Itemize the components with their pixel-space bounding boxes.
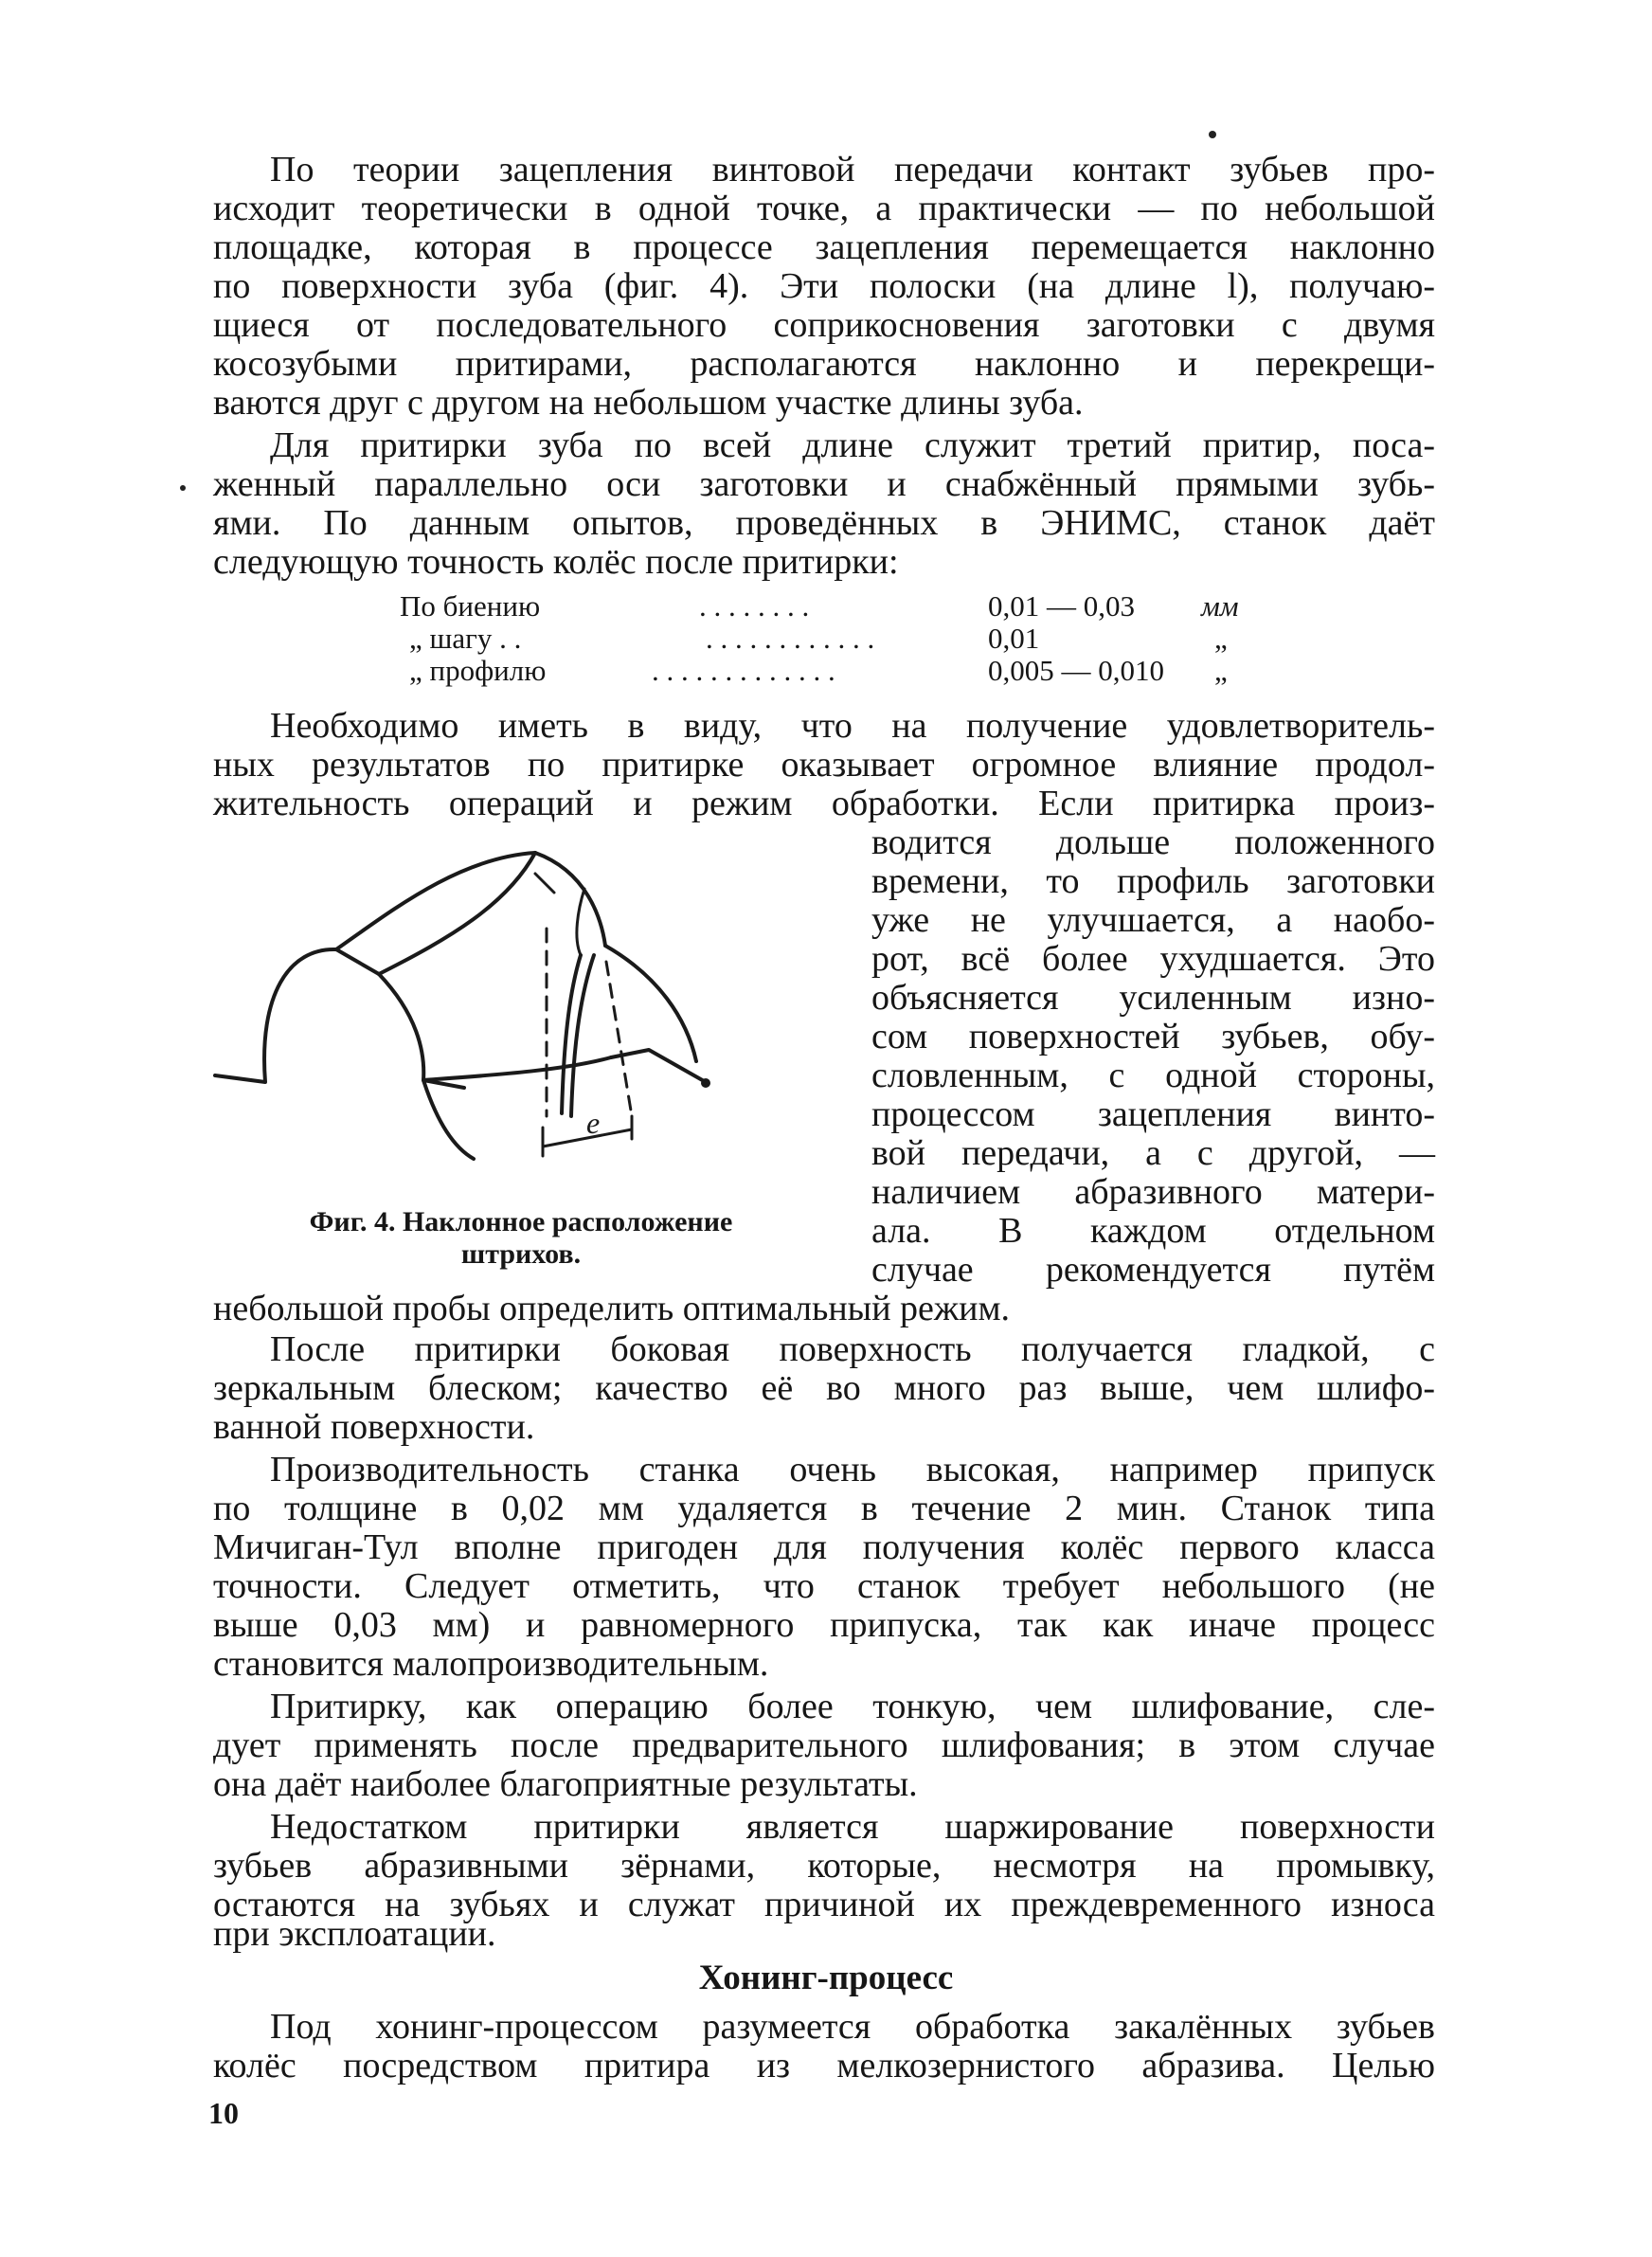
paragraph-1-line: площадке, которая в процессе зацепления перемещается наклонно xyxy=(213,227,1435,267)
print-speck xyxy=(180,485,186,491)
row-unit: „ xyxy=(1214,622,1228,655)
lap-stroke-lines xyxy=(535,874,594,1116)
paragraph-3-wrap-line: словленным, с одной стороны, xyxy=(871,1056,1435,1095)
paragraph-3-line: Необходимо иметь в виду, что на получение удовлетворитель- xyxy=(270,706,1435,746)
paragraph-1-line: по поверхности зуба (фиг. 4). Эти полоски (на длине l), получаю- xyxy=(213,266,1435,306)
figure-4-tooth-drawing xyxy=(204,834,819,1194)
paragraph-7-line: при эксплоатации. xyxy=(213,1914,496,1954)
paragraph-5-line: выше 0,03 мм) и равномерного припуска, так как иначе процесс xyxy=(213,1605,1435,1645)
tooth-outline xyxy=(215,853,706,1159)
paragraph-6-line: Притирку, как операцию более тонкую, чем шлифование, сле- xyxy=(270,1687,1435,1726)
paragraph-3-wrap-line: сом поверхностей зубьев, обу- xyxy=(871,1017,1435,1056)
paragraph-2-line: следующую точность колёс после притирки: xyxy=(213,542,899,582)
row-unit: мм xyxy=(1201,589,1239,623)
print-speck xyxy=(1209,131,1216,138)
paragraph-6-line: она даёт наиболее благоприятные результаты. xyxy=(213,1764,918,1804)
paragraph-5-line: по толщине в 0,02 мм удаляется в течение 2 мин. Станок типа xyxy=(213,1489,1435,1528)
paragraph-3-line: ных результатов по притирке оказывает огромное влияние продол- xyxy=(213,745,1435,785)
paragraph-5-line: Мичиган-Тул вполне пригоден для получения колёс первого класса xyxy=(213,1527,1435,1567)
row-value: 0,01 xyxy=(988,622,1040,655)
paragraph-2-line: ями. По данным опытов, проведённых в ЭНИМС, станок даёт xyxy=(213,503,1435,543)
paragraph-3-wrap-line: случае рекомендуется путём xyxy=(871,1250,1435,1290)
paragraph-4-line: зеркальным блеском; качество её во много раз выше, чем шлифо- xyxy=(213,1368,1435,1408)
paragraph-5-line: становится малопроизводительным. xyxy=(213,1644,769,1684)
row-label: „ шагу . . xyxy=(409,622,522,655)
page-number: 10 xyxy=(208,2096,239,2130)
paragraph-7-line: Недостатком притирки является шаржирование поверхности xyxy=(270,1807,1435,1847)
figure-caption-line: штрихов. xyxy=(460,1238,582,1270)
paragraph-3-wrap-line: уже не улучшается, а наобо- xyxy=(871,900,1435,940)
paragraph-4-line: ванной поверхности. xyxy=(213,1407,535,1447)
paragraph-3-wrap-line: вой передачи, а с другой, — xyxy=(871,1133,1435,1173)
paragraph-8-line: Под хонинг-процессом разумеется обработка закалённых зубьев xyxy=(270,2007,1435,2047)
paragraph-1-line: По теории зацепления винтовой передачи контакт зубьев про- xyxy=(270,150,1435,190)
row-value: 0,005 — 0,010 xyxy=(988,654,1164,687)
paragraph-3-line: жительность операций и режим обработки. Если притирка произ- xyxy=(213,784,1435,823)
figure-caption-line: Фиг. 4. Наклонное расположение xyxy=(309,1206,733,1237)
row-leader: . . . . . . . . . . . . . xyxy=(652,654,835,687)
paragraph-3-wrap-line: объясняется усиленным изно- xyxy=(871,978,1435,1018)
paragraph-2-line: женный параллельно оси заготовки и снабжённый прямыми зубь- xyxy=(213,464,1435,504)
paragraph-3-wrap-line: времени, то профиль заготовки xyxy=(871,861,1435,901)
paragraph-1-line: щиеся от последовательного соприкосновения заготовки с двумя xyxy=(213,305,1435,345)
paragraph-2-line: Для притирки зуба по всей длине служит третий притир, поса- xyxy=(270,425,1435,465)
paragraph-3-wrap-line: процессом зацепления винто- xyxy=(871,1094,1435,1134)
paragraph-1-line: ваются друг с другом на небольшом участке длины зуба. xyxy=(213,383,1084,423)
section-heading: Хонинг-процесс xyxy=(698,1959,954,1997)
figure-label-e: e xyxy=(586,1106,601,1140)
dashed-stroke-lines xyxy=(547,929,632,1116)
paragraph-1-line: косозубыми притирами, располагаются наклонно и перекрещи- xyxy=(213,344,1435,384)
paragraph-5-line: Производительность станка очень высокая, например припуск xyxy=(270,1450,1435,1490)
paragraph-3-wrap-line: рот, всё более ухудшается. Это xyxy=(871,939,1435,979)
paragraph-3-wrap-line: ала. В каждом отдельном xyxy=(871,1211,1435,1251)
paragraph-3-wrap-line: водится дольше положенного xyxy=(871,822,1435,862)
row-label: По биению xyxy=(400,589,541,623)
paragraph-1-line: исходит теоретически в одной точке, а практически — по небольшой xyxy=(213,189,1435,228)
paragraph-6-line: дует применять после предварительного шлифования; в этом случае xyxy=(213,1725,1435,1765)
row-label: „ профилю xyxy=(409,654,547,687)
row-leader: . . . . . . . . . . . . xyxy=(706,622,875,655)
paragraph-3-line: небольшой пробы определить оптимальный режим. xyxy=(213,1289,1011,1328)
paragraph-7-line: остаются на зубьях и служат причиной их преждевременного износа xyxy=(213,1885,1435,1924)
row-leader: . . . . . . . . xyxy=(699,589,810,623)
paragraph-3-wrap-line: наличием абразивного матери- xyxy=(871,1172,1435,1212)
figure-caption xyxy=(237,1206,805,1271)
row-value: 0,01 — 0,03 xyxy=(988,589,1135,623)
paragraph-5-line: точности. Следует отметить, что станок требует небольшого (не xyxy=(213,1566,1435,1606)
paragraph-8-line: колёс посредством притира из мелкозернистого абразива. Целью xyxy=(213,2046,1435,2085)
row-unit: „ xyxy=(1214,654,1228,687)
paragraph-7-line: зубьев абразивными зёрнами, которые, несмотря на промывку, xyxy=(213,1846,1435,1886)
paragraph-4-line: После притирки боковая поверхность получается гладкой, с xyxy=(270,1329,1435,1369)
